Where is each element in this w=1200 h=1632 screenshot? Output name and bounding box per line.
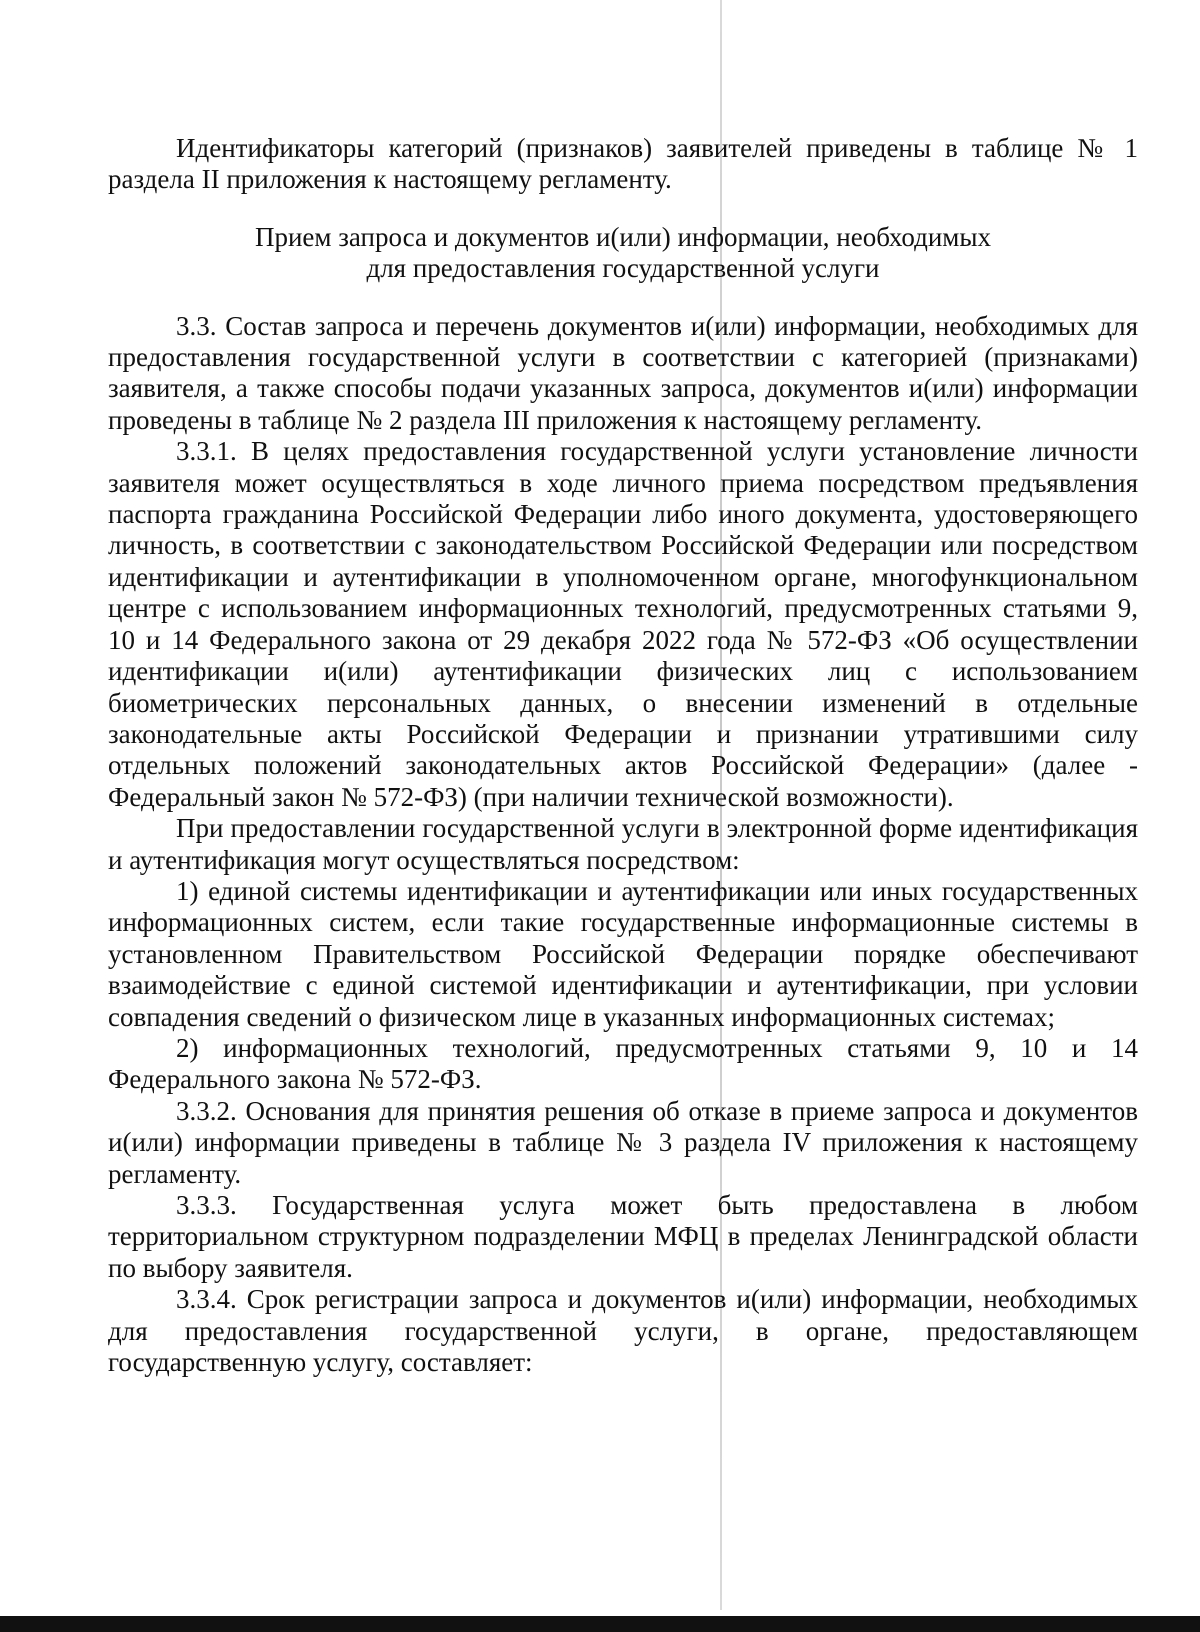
section-heading-line-2: для предоставления государственной услуги (366, 253, 880, 284)
document-body (108, 133, 1138, 1378)
intro-paragraph: Идентификаторы категорий (признаков) заявителей приведены в таблице № 1 раздела II приложения к настоящему регламенту. (108, 133, 1138, 195)
paragraph-3-3-1: 3.3.1. В целях предоставления государственной услуги установление личности заявителя может осуществляться в ходе личного приема посредством предъявления паспорта гражданина Российской Федерации либо иного документа, удостоверяющего личность, в соответствии с законодательством Российской Федерации или посредством идентификации и аутентификации в уполномоченном органе, многофункциональном центре с использованием информационных технологий, предусмотренных статьями 9, 10 и 14 Федерального закона от 29 декабря 2022 года № 572-ФЗ «Об осуществлении идентификации и(или) аутентификации физических лиц с использованием биометрических персональных данных, о внесении изменений в отдельные законодательные акты Российской Федерации и признании утратившими силу отдельных положений законодательных актов Российской Федерации» (далее - Федеральный закон № 572-ФЗ) (при наличии технической возможности). (108, 436, 1138, 812)
paragraph-3-3-4: 3.3.4. Срок регистрации запроса и документов и(или) информации, необходимых для предоставления государственной услуги, в органе, предоставляющем государственную услугу, составляет: (108, 1284, 1138, 1378)
paragraph-electronic-identification: При предоставлении государственной услуги в электронной форме идентификация и аутентификация могут осуществляться посредством: (108, 813, 1138, 875)
scan-bottom-edge (0, 1616, 1200, 1632)
list-item-2: 2) информационных технологий, предусмотренных статьями 9, 10 и 14 Федерального закона № 572-ФЗ. (108, 1032, 1138, 1095)
paragraph-3-3: 3.3. Состав запроса и перечень документов и(или) информации, необходимых для предоставления государственной услуги в соответствии с категорией (признаками) заявителя, а также способы подачи указанных запроса, документов и(или) информации проведены в таблице № 2 раздела III приложения к настоящему регламенту. (108, 310, 1138, 435)
paragraph-3-3-2: 3.3.2. Основания для принятия решения об отказе в приеме запроса и документов и(или) информации приведены в таблице № 3 раздела IV приложения к настоящему регламенту. (108, 1095, 1138, 1189)
list-item-1: 1) единой системы идентификации и аутентификации или иных государственных информационных систем, если такие государственные информационные системы в установленном Правительством Российской Федерации порядке обеспечивают взаимодействие с единой системой идентификации и аутентификации, при условии совпадения сведений о физическом лице в указанных информационных системах; (108, 875, 1138, 1032)
paragraph-3-3-3: 3.3.3. Государственная услуга может быть предоставлена в любом территориальном структурном подразделении МФЦ в пределах Ленинградской области по выбору заявителя. (108, 1190, 1138, 1283)
section-heading-line-1: Прием запроса и документов и(или) информации, необходимых (254, 221, 992, 252)
